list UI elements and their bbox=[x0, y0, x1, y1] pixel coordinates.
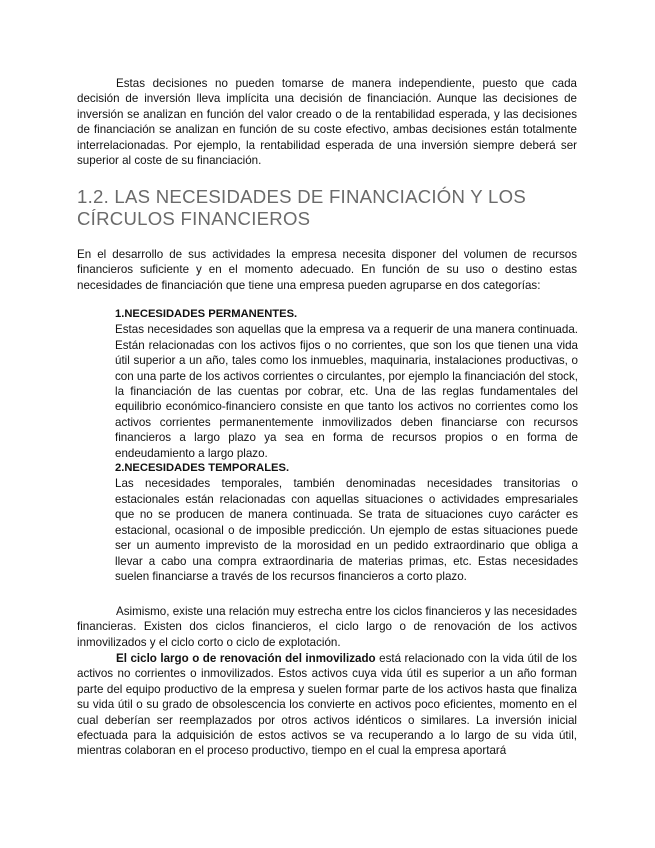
list-item-title: 2.NECESIDADES TEMPORALES. bbox=[115, 462, 290, 475]
list-item-body: Las necesidades temporales, también denominadas necesidades transitorias o estacionales están relacionadas con aquellas situaciones o actividades empresariales que no se producen de manera continuada. Se trata de situaciones cuyo carácter es estacional, ocasional o de imposible predicción. Un ejemplo de estas situaciones puede ser un aumento imprevisto de la morosidad en un pedido extraordinario que obliga a llevar a cabo una compra extraordinaria de materias primas, etc. Estas necesidades suelen financiarse a través de los recursos financieros a corto plazo. bbox=[115, 477, 578, 583]
financing-needs-paragraph: En el desarrollo de sus actividades la empresa necesita disponer del volumen de recursos financieros suficiente y en el momento adecuado. En función de su uso o destino estas necesidades de financiación que tiene una empresa pueden agruparse en dos categorías: bbox=[77, 248, 577, 292]
section-heading: 1.2. LAS NECESIDADES DE FINANCIACIÓN Y LOS CÍRCULOS FINANCIEROS bbox=[77, 186, 526, 229]
long-cycle-term: El ciclo largo o de renovación del inmovilizado bbox=[116, 652, 376, 665]
needs-list bbox=[115, 307, 578, 584]
intro-paragraph: Estas decisiones no pueden tomarse de manera independiente, puesto que cada decisión de inversión lleva implícita una decisión de financiación. Aunque las decisiones de inversión se analizan en función del valor creado o de la rentabilidad esperada, y las decisiones de financiación se analizan en función de su coste efectivo, ambas decisiones están totalmente interrelacionadas. Por ejemplo, la rentabilidad esperada de una inversión siempre deberá ser superior al coste de su financiación. bbox=[77, 77, 577, 168]
long-cycle-paragraph bbox=[77, 651, 577, 759]
list-item-title: 1.NECESIDADES PERMANENTES. bbox=[115, 308, 298, 320]
cycles-paragraph: Asimismo, existe una relación muy estrecha entre los ciclos financieros y las necesidades financieras. Existen dos ciclos financieros, el ciclo largo o de renovación de los activos inmovilizados y el ciclo corto o ciclo de explotación. bbox=[77, 605, 577, 649]
long-cycle-text: está relacionado con la vida útil de los activos no corrientes o inmovilizados. Estos activos cuya vida útil es superior a un año forman parte del equipo productivo de la empresa y suelen formar parte de los activos hasta que finaliza su vida útil o su grado de obsolescencia los convierte en activos poco eficientes, momento en el cual deberían ser reemplazados por otros activos idénticos o similares. La inversión inicial efectuada para la adquisición de estos activos se va recuperando a lo largo de su vida útil, mientras colaboran en el proceso productivo, tiempo en el cual la empresa aportará bbox=[77, 652, 577, 758]
list-item-body: Estas necesidades son aquellas que la empresa va a requerir de una manera continuada. Están relacionadas con los activos fijos o no corrientes, que son los que tienen una vida útil superior a un año, tales como los inmuebles, maquinaria, instalaciones productivas, o con una parte de los activos corrientes o circulantes, por ejemplo la financiación del stock, la financiación de las cuentas por cobrar, etc. Una de las reglas fundamentales del equilibrio económico-financiero consiste en que tanto los activos no corrientes como los activos corrientes permanentemente inmovilizados deben financiarse con recursos financieros a largo plazo ya sea en forma de recursos propios o en forma de endeudamiento a largo plazo. bbox=[115, 323, 578, 460]
